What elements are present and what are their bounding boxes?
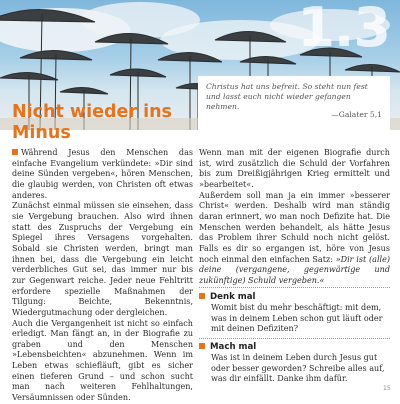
- paragraph-3: Auch die Vergangenheit ist nicht so einfach erledigt. Man fängt an, in der Biografie zu graben und den Menschen »Lebensbeichten« abzunehmen. Wenn im Leben etwas schiefläuft, gibt es sicher einen tieferen Grund – und schon sucht man nach weiteren Fehlhaltungen, Versäumnissen oder Sünden.: [12, 318, 193, 403]
- paragraph-4: Wenn man mit der eigenen Biografie durch ist, wird zusätzlich die Schuld der Vorfahren bis zum Dreißigjährigen Krieg ermittelt und »bearbeitet«.: [199, 148, 390, 189]
- paragraph-1: Während Jesus den Menschen das einfache Evangelium verkündete: »Dir sind deine Sünden vergeben«, hören Menschen, die glaubig werden, von Christen oft etwas anderes.: [12, 148, 193, 200]
- paragraph-5: Außerdem soll man ja ein immer »besserer Christ« werden. Deshalb wird man ständig daran erinnert, wo man noch Defizite hat. Die Menschen werden behandelt, als hätte Jesus das Problem ihrer Schuld noch nicht gelöst. Falls es dir so ergangen ist, höre von Jesus noch einmal den einfachen Satz: »Dir ist (alle) deine (vergangene, gegenwärtige und zukünftige) Schuld vergeben.«: [199, 190, 390, 285]
- orange-square-icon: [199, 343, 205, 349]
- chapter-number: 1.3: [297, 0, 390, 59]
- page-title: Nicht wieder ins Minus: [12, 102, 172, 143]
- italic-promise: »Dir ist (alle) deine (vergangene, gegenwärtige und zukünftige) Schuld vergeben.«: [199, 254, 390, 285]
- orange-square-icon: [199, 293, 205, 299]
- quote-source: —Galater 5,1: [331, 110, 382, 119]
- text-column-left: [12, 148, 193, 404]
- bible-quote: [198, 76, 390, 132]
- page-number: 15: [383, 385, 391, 392]
- paragraph-2: Zunächst einmal müssen sie einsehen, dass sie Vergebung brauchen. Also wird ihnen statt des Zuspruchs der Vergebung ein Spiegel ihres Versagens vorgehalten. Sobald sie Christen werden, bringt man ihnen bei, dass die Vergebung ein leicht verderbliches Gut sei, das immer nur bis zur Gegenwart reiche. Jeder neue Fehltritt erfordere spezielle Maßnahmen der Tilgung: Beichte, Bekenntnis, Wiedergutmachung oder dergleichen.: [12, 201, 193, 317]
- divider: [199, 287, 390, 288]
- quote-text: Christus hat uns befreit. So steht nun fest und lasst euch nicht wieder gefangen nehmen.: [206, 82, 368, 112]
- bullet-square: [12, 149, 18, 155]
- divider: [199, 338, 390, 339]
- box-heading-denk-mal: Denk mal: [199, 292, 256, 302]
- box-heading-mach-mal: Mach mal: [199, 342, 256, 352]
- box-text-denk-mal: Womit bist du mehr beschäftigt: mit dem, was in deinem Leben schon gut läuft oder mit deinen Defiziten?: [211, 303, 383, 334]
- text-column-right: [199, 148, 390, 287]
- box-text-mach-mal: Was ist in deinem Leben durch Jesus gut oder besser geworden? Schreibe alles auf, was dir einfällt. Danke ihm dafür.: [211, 353, 385, 384]
